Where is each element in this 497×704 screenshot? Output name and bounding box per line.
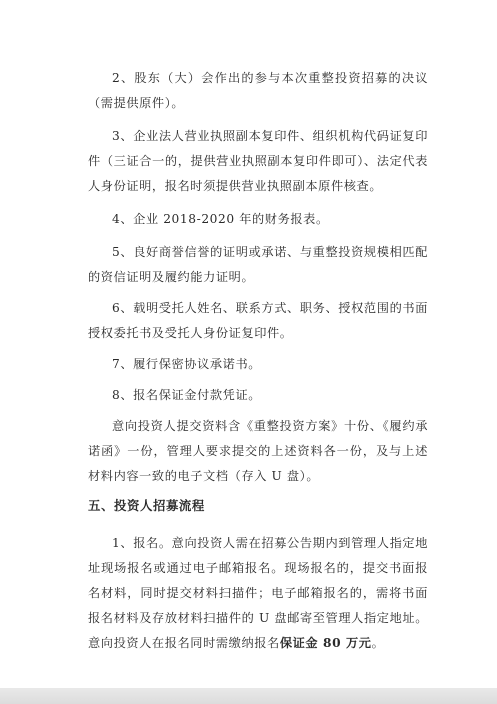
paragraph-item-2: 2、股东（大）会作出的参与本次重整投资招募的决议（需提供原件）。 — [88, 71, 428, 110]
paragraph-item-6: 6、载明受托人姓名、联系方式、职务、授权范围的书面授权委托书及受托人身份证复印件。 — [88, 301, 428, 340]
document-body — [88, 66, 428, 656]
registration-text: 1、报名。意向投资人需在招募公告期内到管理人指定地址现场报名或通过电子邮箱报名。现场报名的，提交书面报名材料，同时提交材料扫描件；电子邮箱报名的，需将书面报名材料及存放材料扫描件的 U 盘邮寄至管理人指定地址。意向投资人在报名同时需缴纳报名 — [88, 536, 428, 651]
paragraph-item-5: 5、良好商誉信誉的证明或承诺、与重整投资规模相匹配的资信证明及履约能力证明。 — [88, 245, 428, 284]
paragraph-item-8: 8、报名保证金付款凭证。 — [112, 388, 262, 402]
page-bottom-shadow — [0, 688, 497, 704]
registration-end: 。 — [371, 636, 385, 651]
section-heading: 五、投资人招募流程 — [88, 498, 205, 513]
paragraph-materials-note: 意向投资人提交资料含《重整投资方案》十份、《履约承诺函》一份，管理人要求提交的上述资料各一份，及与上述材料内容一致的电子文档（存入 U 盘）。 — [88, 419, 428, 483]
paragraph-item-7: 7、履行保密协议承诺书。 — [112, 357, 262, 371]
paragraph-registration — [88, 531, 428, 656]
deposit-amount: 保证金 80 万元 — [279, 636, 372, 651]
paragraph-item-4: 4、企业 2018-2020 年的财务报表。 — [112, 212, 329, 226]
paragraph-item-3: 3、企业法人营业执照副本复印件、组织机构代码证复印件（三证合一的，提供营业执照副本复印件即可）、法定代表人身份证明，报名时须提供营业执照副本原件核查。 — [88, 129, 428, 193]
